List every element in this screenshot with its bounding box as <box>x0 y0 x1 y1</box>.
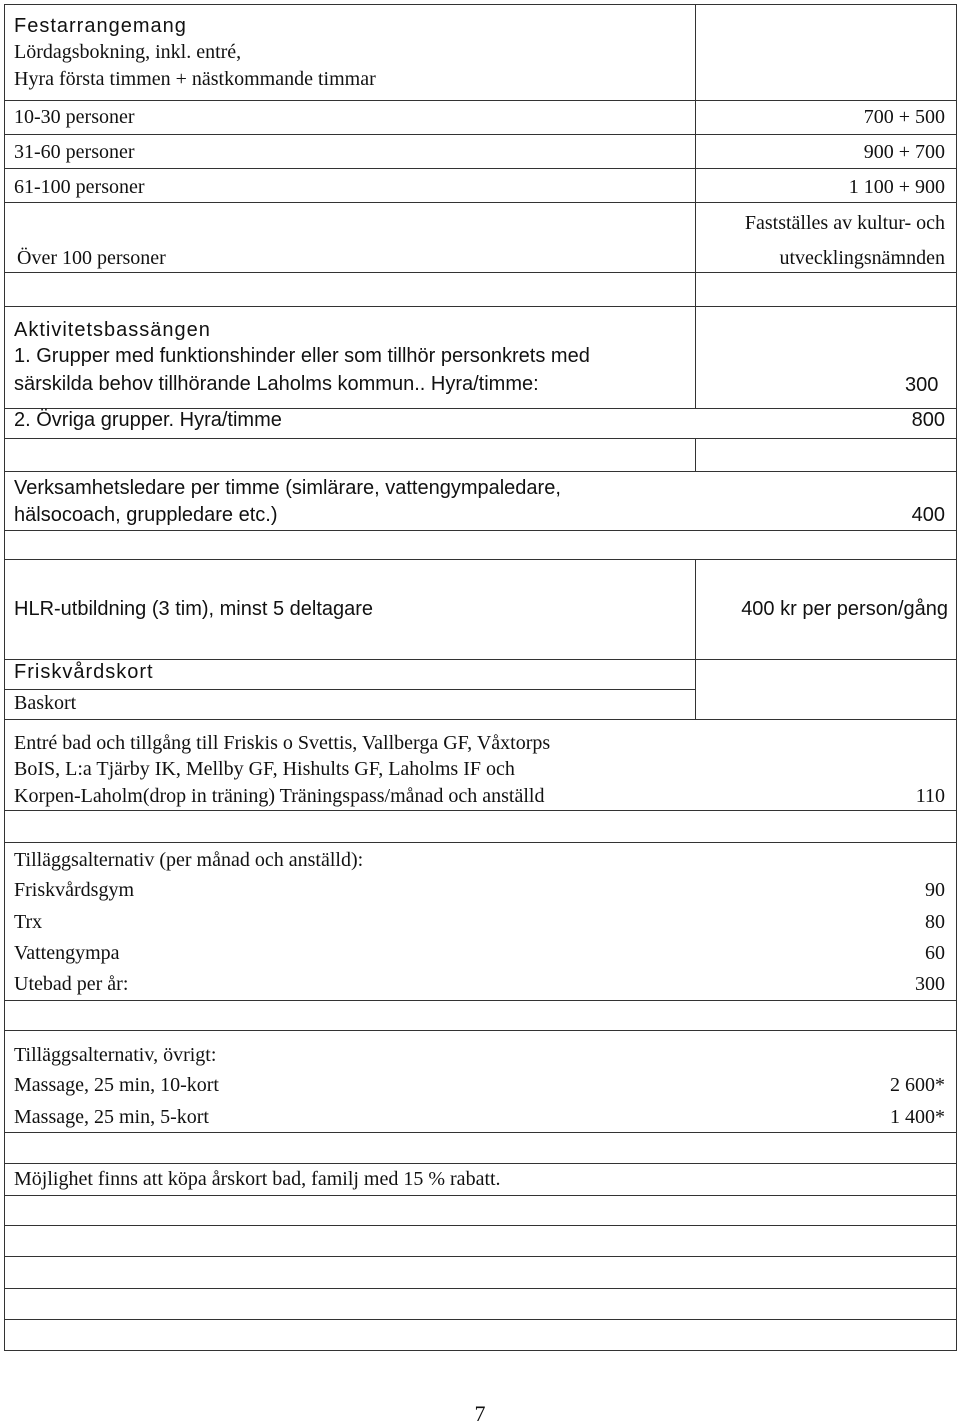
tillagg-price: 300 <box>915 973 945 995</box>
aktivitet-group2-price: 800 <box>911 409 945 431</box>
tillagg-price: 80 <box>925 911 945 933</box>
leader-line2: hälsocoach, gruppledare etc.) <box>14 504 278 526</box>
arskort-note: Möjlighet finns att köpa årskort bad, familj med 15 % rabatt. <box>14 1168 501 1190</box>
entre-line1: Entré bad och tillgång till Friskis o Svettis, Vallberga GF, Våxtorps <box>14 732 551 754</box>
aktivitet-group1-line2: särskilda behov tillhörande Laholms kommun.. Hyra/timme: <box>14 373 539 395</box>
row-label: 61-100 personer <box>14 176 145 198</box>
festarrangemang-line1: Lördagsbokning, inkl. entré, <box>14 41 242 63</box>
friskvard-heading: Friskvårdskort <box>14 661 154 683</box>
ovrigt-heading: Tilläggsalternativ, övrigt: <box>14 1044 217 1066</box>
aktivitet-heading: Aktivitetsbassängen <box>14 319 211 341</box>
row-label: 31-60 personer <box>14 141 135 163</box>
aktivitet-group1-line1: 1. Grupper med funktionshinder eller som tillhör personkrets med <box>14 345 590 367</box>
tillagg-price: 60 <box>925 942 945 964</box>
festarrangemang-line2: Hyra första timmen + nästkommande timmar <box>14 68 376 90</box>
festarrangemang-heading: Festarrangemang <box>14 15 187 37</box>
page-number: 7 <box>474 1401 486 1426</box>
aktivitet-group1-price: 300 <box>905 374 939 396</box>
over100-price-line2: utvecklingsnämnden <box>779 247 945 269</box>
ovrigt-label: Massage, 25 min, 5-kort <box>14 1106 209 1128</box>
entre-line3: Korpen-Laholm(drop in träning) Träningspass/månad och anställd <box>14 785 545 807</box>
tillagg-label: Utebad per år: <box>14 973 129 995</box>
tillagg-label: Trx <box>14 911 43 933</box>
row-label: 10-30 personer <box>14 106 135 128</box>
ovrigt-label: Massage, 25 min, 10-kort <box>14 1074 219 1096</box>
ovrigt-price: 1 400* <box>890 1106 945 1128</box>
over100-price-line1: Fastställes av kultur- och <box>744 212 945 234</box>
leader-line1: Verksamhetsledare per timme (simlärare, vattengympaledare, <box>14 477 561 499</box>
tillagg-price: 90 <box>925 879 945 901</box>
row-price: 700 + 500 <box>863 106 945 128</box>
row-price: 1 100 + 900 <box>848 176 945 198</box>
aktivitet-group2-label: 2. Övriga grupper. Hyra/timme <box>14 409 282 431</box>
row-price: 900 + 700 <box>863 141 945 163</box>
over100-label: Över 100 personer <box>17 247 166 269</box>
hlr-label: HLR-utbildning (3 tim), minst 5 deltagare <box>14 598 374 620</box>
tillagg-heading: Tilläggsalternativ (per månad och anställd): <box>14 849 364 871</box>
entre-price: 110 <box>915 785 945 807</box>
entre-line2: BoIS, L:a Tjärby IK, Mellby GF, Hishults GF, Laholms IF och <box>14 758 515 780</box>
baskort-label: Baskort <box>14 692 77 714</box>
ovrigt-price: 2 600* <box>890 1074 945 1096</box>
hlr-price: 400 kr per person/gång <box>741 598 948 620</box>
leader-price: 400 <box>911 504 945 526</box>
tillagg-label: Friskvårdsgym <box>14 879 134 901</box>
tillagg-label: Vattengympa <box>14 942 120 964</box>
